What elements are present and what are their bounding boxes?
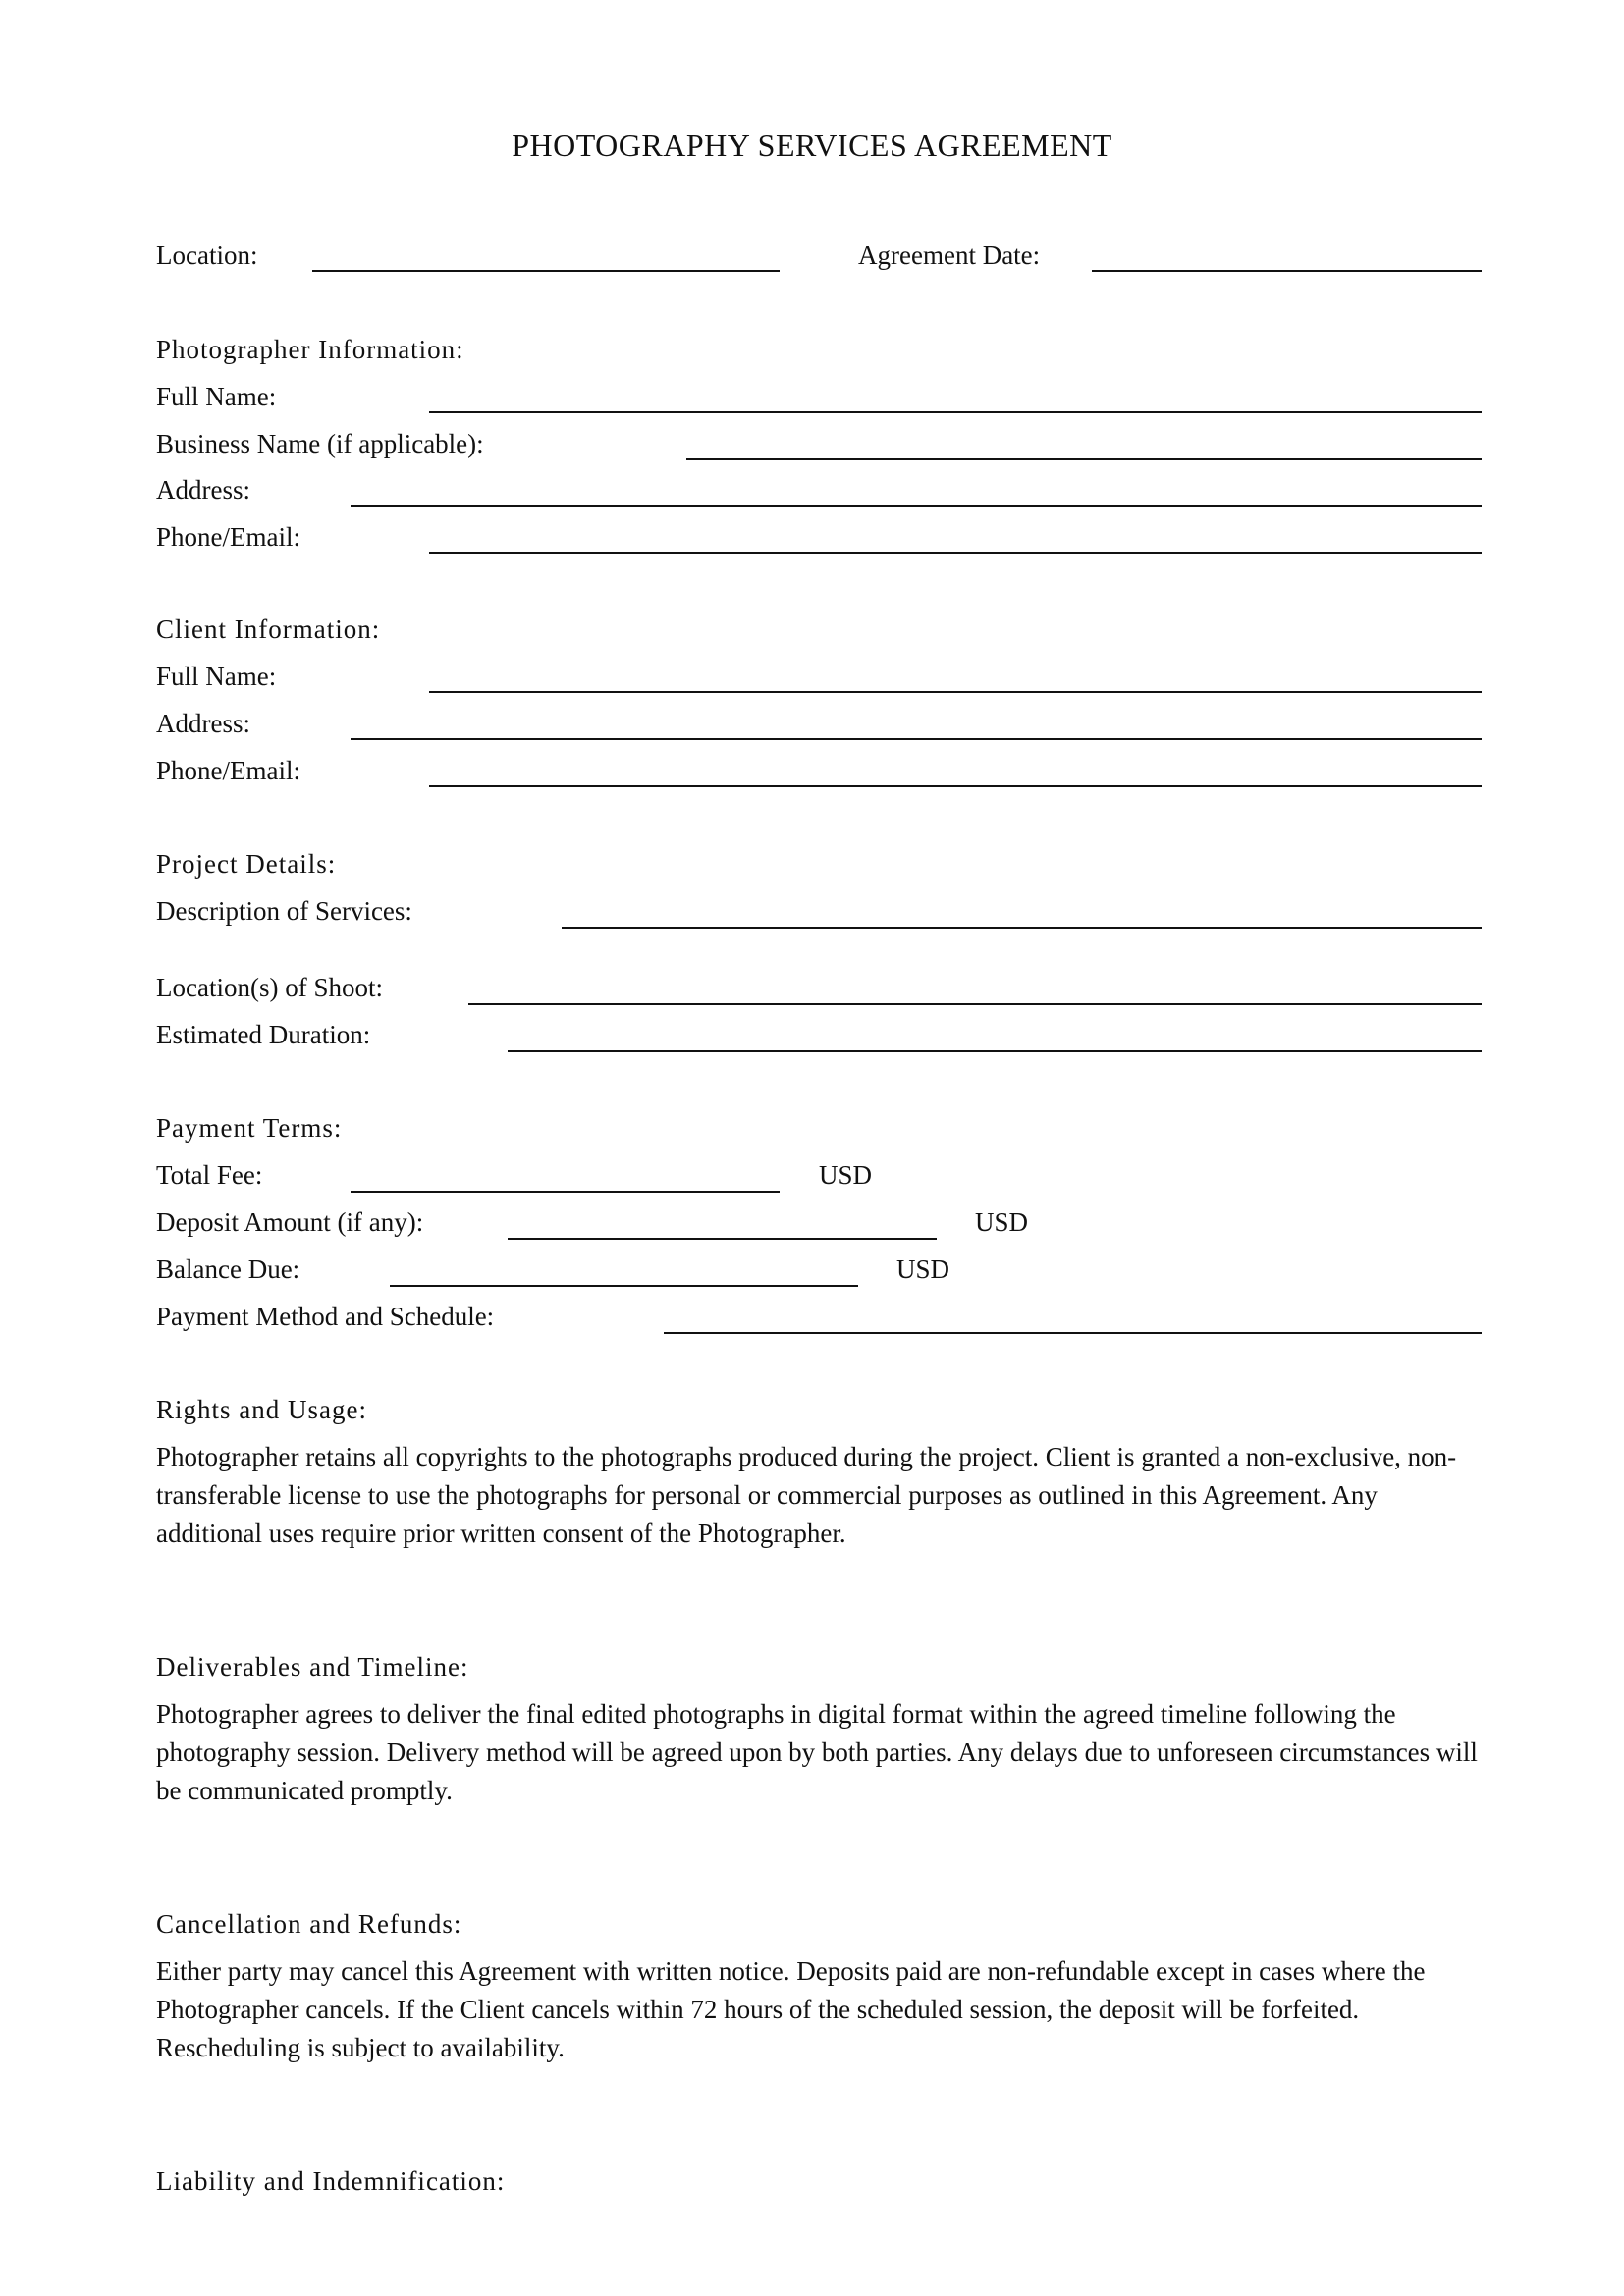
- description-of-services-field[interactable]: [562, 927, 1482, 929]
- deposit-amount-label: Deposit Amount (if any):: [156, 1207, 424, 1237]
- cancellation-section-heading: Cancellation and Refunds:: [156, 1909, 462, 1939]
- description-of-services-label: Description of Services:: [156, 896, 412, 926]
- payment-method-label: Payment Method and Schedule:: [156, 1302, 495, 1331]
- client-full-name-field[interactable]: [429, 691, 1482, 693]
- photographer-address-label: Address:: [156, 475, 250, 505]
- rights-paragraph: Photographer retains all copyrights to the photographs produced during the project. Client is granted a non-exclusive, non-transferable license to use the photographs for personal or commercial purposes as outlined in this Agreement. Any additional uses require prior written consent of the Photographer.: [156, 1442, 1457, 1548]
- client-section-heading: Client Information:: [156, 614, 381, 644]
- deposit-amount-field[interactable]: [508, 1238, 937, 1240]
- rights-section-heading: Rights and Usage:: [156, 1395, 367, 1424]
- client-contact-label: Phone/Email:: [156, 756, 300, 785]
- cancellation-paragraph: Either party may cancel this Agreement with written notice. Deposits paid are non-refundable except in cases where the Photographer cancels. If the Client cancels within 72 hours of the scheduled session, the deposit will be forfeited. Rescheduling is subject to availability.: [156, 1956, 1426, 2062]
- photographer-section-heading: Photographer Information:: [156, 335, 464, 364]
- liability-section-heading: Liability and Indemnification:: [156, 2166, 506, 2196]
- location-label: Location:: [156, 240, 258, 270]
- total-fee-field[interactable]: [351, 1191, 780, 1193]
- photographer-full-name-field[interactable]: [429, 411, 1482, 413]
- shoot-locations-label: Location(s) of Shoot:: [156, 973, 383, 1002]
- client-address-field[interactable]: [351, 738, 1482, 740]
- client-contact-field[interactable]: [429, 785, 1482, 787]
- balance-due-field[interactable]: [390, 1285, 858, 1287]
- payment-method-field[interactable]: [664, 1332, 1482, 1334]
- total-fee-currency: USD: [819, 1160, 873, 1190]
- project-section-heading: Project Details:: [156, 849, 337, 879]
- photographer-address-field[interactable]: [351, 505, 1482, 507]
- shoot-locations-field[interactable]: [468, 1003, 1482, 1005]
- agreement-date-label: Agreement Date:: [858, 240, 1041, 270]
- deposit-amount-currency: USD: [975, 1207, 1029, 1237]
- photographer-contact-field[interactable]: [429, 552, 1482, 554]
- agreement-date-field[interactable]: [1092, 270, 1482, 272]
- photographer-contact-label: Phone/Email:: [156, 522, 300, 552]
- client-full-name-label: Full Name:: [156, 662, 277, 691]
- estimated-duration-field[interactable]: [508, 1050, 1482, 1052]
- balance-due-currency: USD: [896, 1255, 950, 1284]
- payment-section-heading: Payment Terms:: [156, 1113, 343, 1143]
- photographer-full-name-label: Full Name:: [156, 382, 277, 411]
- deliverables-paragraph: Photographer agrees to deliver the final edited photographs in digital format within the agreed timeline following the photography session. Delivery method will be agreed upon by both parties. Any delays due to unforeseen circumstances will be communicated promptly.: [156, 1699, 1478, 1805]
- photographer-business-name-field[interactable]: [686, 458, 1482, 460]
- location-field[interactable]: [312, 270, 780, 272]
- estimated-duration-label: Estimated Duration:: [156, 1020, 371, 1049]
- photographer-business-name-label: Business Name (if applicable):: [156, 429, 484, 458]
- balance-due-label: Balance Due:: [156, 1255, 300, 1284]
- document-title: PHOTOGRAPHY SERVICES AGREEMENT: [512, 128, 1112, 163]
- deliverables-section-heading: Deliverables and Timeline:: [156, 1652, 469, 1682]
- total-fee-label: Total Fee:: [156, 1160, 263, 1190]
- client-address-label: Address:: [156, 709, 250, 738]
